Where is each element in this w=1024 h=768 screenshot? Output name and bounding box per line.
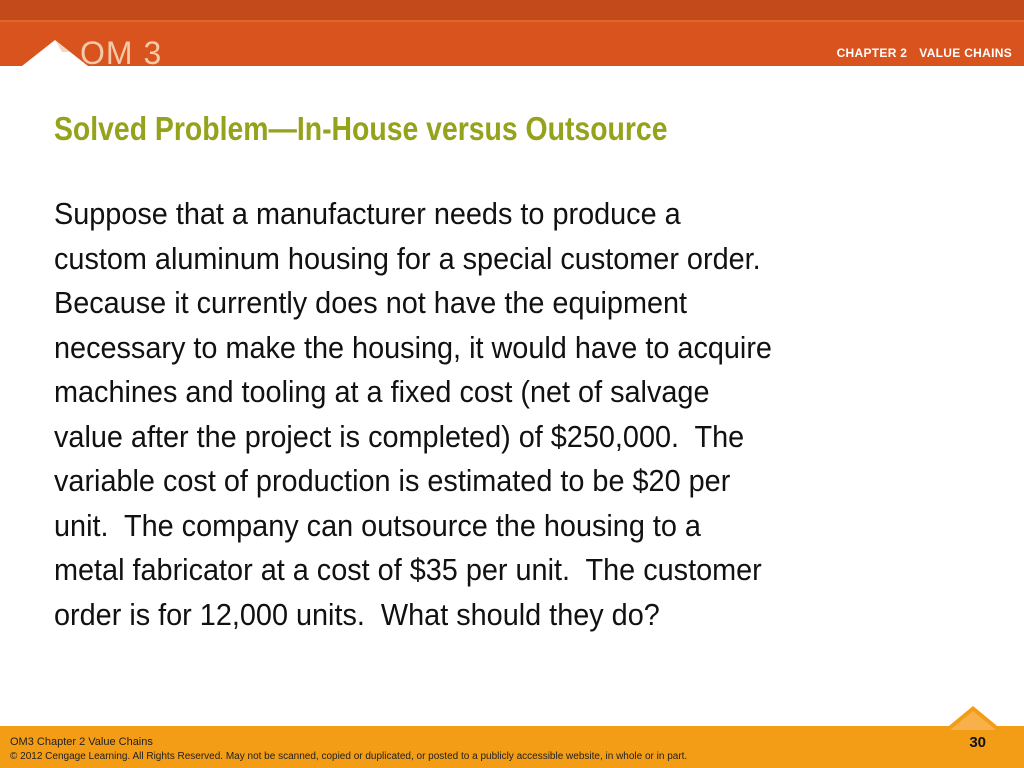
text-line: value after the project is completed) of $250,000. The: [54, 418, 745, 454]
text-line: order is for 12,000 units. What should they do?: [54, 596, 660, 632]
logo-text: OM 3: [80, 35, 163, 66]
page-number: 30: [969, 734, 986, 751]
text-line: unit. The company can outsource the housing to a: [54, 507, 701, 543]
text-line: Suppose that a manufacturer needs to produce a: [54, 196, 681, 231]
header-banner: [0, 0, 1024, 66]
text-line: Because it currently does not have the equipment: [54, 285, 688, 320]
text-line: metal fabricator at a cost of $35 per unit. The customer: [54, 552, 762, 587]
problem-text: [54, 192, 994, 637]
chapter-title: VALUE CHAINS: [919, 46, 1012, 60]
text-line: custom aluminum housing for a special customer order.: [54, 240, 761, 276]
chapter-heading: [837, 46, 1012, 60]
header-stripe: [0, 20, 1024, 22]
header-band: [0, 0, 1024, 20]
chapter-label: CHAPTER 2: [836, 46, 908, 60]
text-line: necessary to make the housing, it would have to acquire: [54, 329, 772, 365]
text-line: machines and tooling at a fixed cost (net of salvage: [54, 374, 710, 409]
footer-course: OM3 Chapter 2 Value Chains: [10, 736, 153, 748]
footer-bar: [0, 726, 1024, 768]
slide-title: Solved Problem—In-House versus Outsource: [54, 110, 668, 147]
footer-copyright: © 2012 Cengage Learning. All Rights Reserved. May not be scanned, copied or duplicated, or posted to a publicly accessible website, in whole or in part.: [10, 751, 688, 762]
text-line: variable cost of production is estimated to be $20 per: [54, 463, 731, 498]
